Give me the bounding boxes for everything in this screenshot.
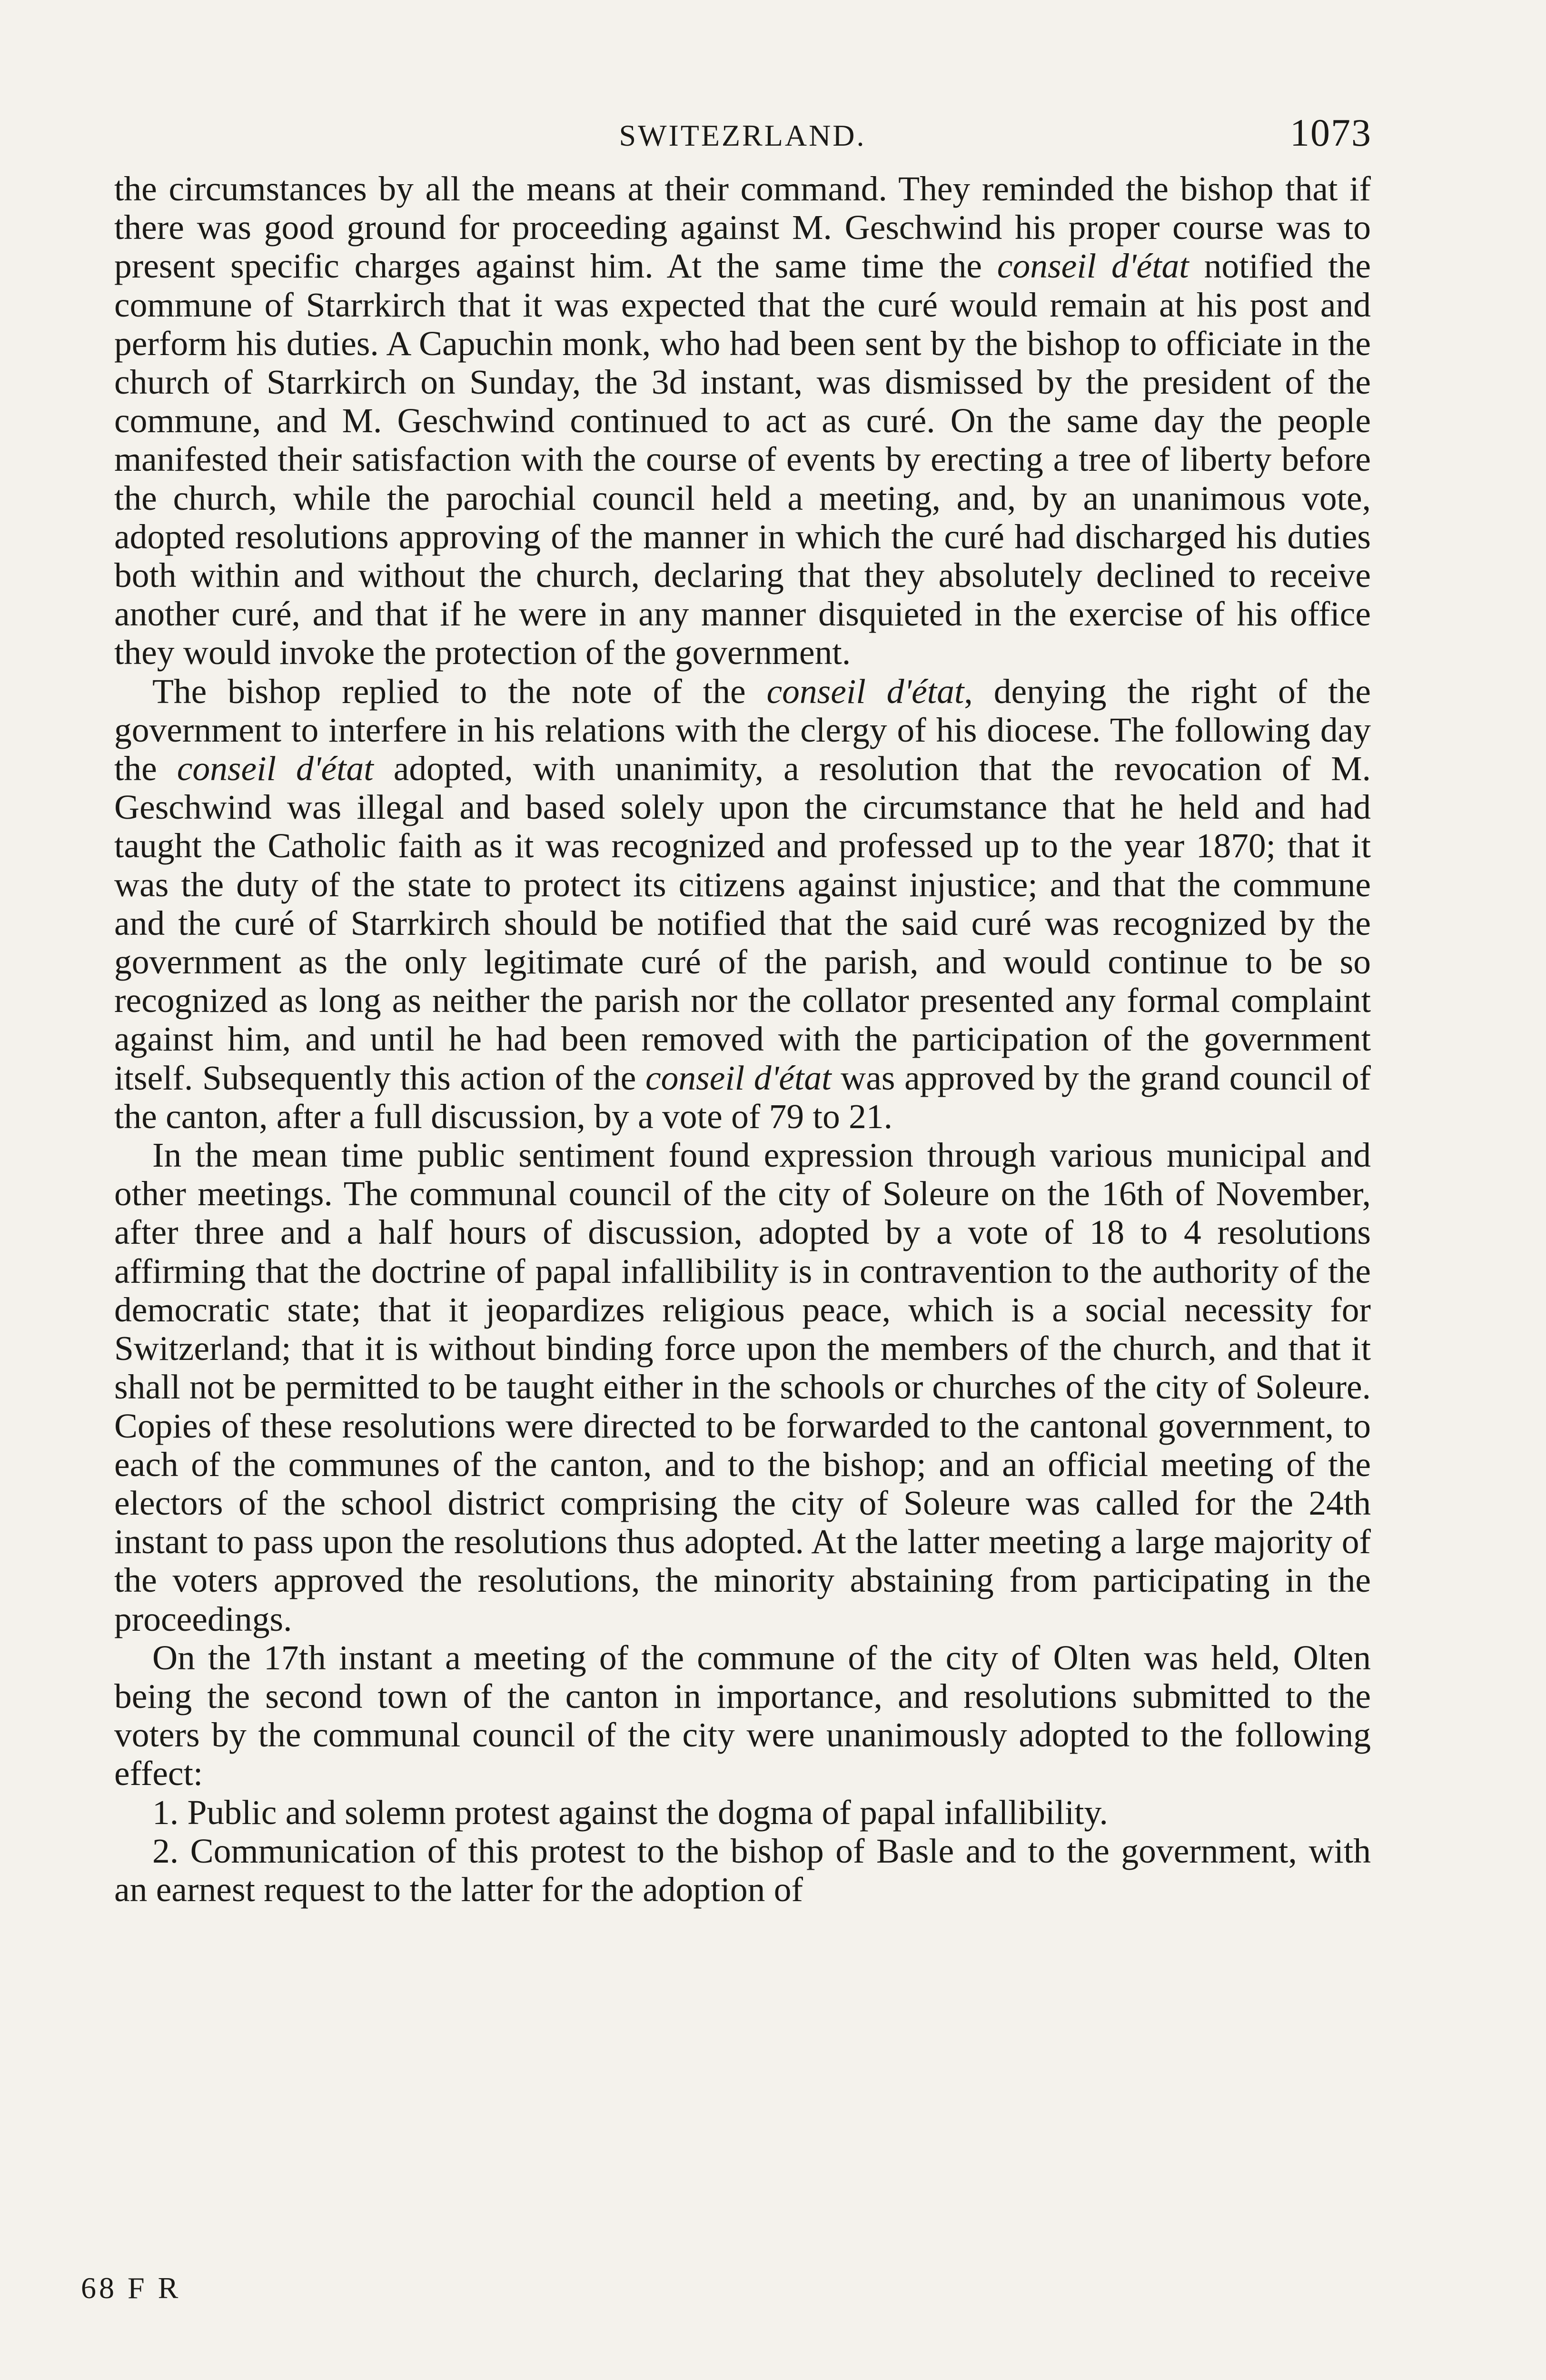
italic-term: conseil d'état [645,1058,832,1097]
text-run: was approved by the grand council of the canton, after a full discussion, by a vote of 79 to 21. [114,1058,1371,1136]
document-page [114,109,1371,2380]
text-run: On the 17th instant a meeting of the commune of the city of Olten was held, Olten being the second town of the canton in importance, and resolutions submitted to the voters by the communal council of the city were unanimously adopted to the following effect: [114,1638,1371,1793]
text-run: 1. Public and solemn protest against the dogma of papal infallibility. [152,1793,1108,1832]
text-run: notified the commune of Starrkirch that it was expected that the curé would remain at his post and perform his duties. A Capuchin monk, who had been sent by the bishop to officiate in the church of Starrkirch on Sunday, the 3d instant, was dismissed by the president of the commune, and M. Geschwind continued to act as curé. On the same day the people manifested their satisfaction with the course of events by erecting a tree of liberty before the church, while the parochial council held a meeting, and, by an unanimous vote, adopted resolutions approving of the manner in which the curé had discharged his duties both within and without the church, declaring that they absolutely declined to receive another curé, and that if he were in any manner disquieted in the exercise of his office they would invoke the protection of the government. [114,247,1371,672]
text-run: In the mean time public sentiment found expression through various municipal and other meetings. The communal council of the city of Soleure on the 16th of November, after three and a half hours of discussion, adopted by a vote of 18 to 4 resolutions affirming that the doctrine of papal infallibility is in contravention to the authority of the democratic state; that it jeopardizes religious peace, which is a social necessity for Switzerland; that it is without binding force upon the members of the church, and that it shall not be permitted to be taught either in the schools or churches of the city of Soleure. Copies of these resolutions were directed to be forwarded to the cantonal government, to each of the communes of the canton, and to the bishop; and an official meeting of the electors of the school district comprising the city of Soleure was called for the 24th instant to pass upon the resolutions thus adopted. At the latter meeting a large majority of the voters approved the resolutions, the minority abstaining from participating in the proceedings. [114,1136,1371,1638]
body-text [114,169,1371,1909]
text-run: The bishop replied to the note of the [152,672,767,711]
page-number: 1073 [1290,111,1372,154]
text-run: , denying the right of the government to interfere in his relations with the clergy of his diocese. The following day the [114,672,1371,788]
italic-term: conseil d'état [766,672,964,711]
paragraph [114,1638,1371,1793]
paragraph [114,169,1371,672]
paragraph [114,1793,1371,1832]
paragraph [114,1136,1371,1638]
running-title: SWITEZRLAND. [619,119,866,152]
signature-mark: 68 F R [81,2271,181,2305]
text-run: the circumstances by all the means at their command. They reminded the bishop that if there was good ground for proceeding against M. Geschwind his proper course was to present specific charges against him. At the same time the [114,169,1371,286]
paragraph [114,672,1371,1136]
italic-term: conseil d'état [177,749,374,788]
text-run: 2. Communication of this protest to the bishop of Basle and to the government, with an earnest request to the latter for the adoption of [114,1831,1371,1909]
paragraph [114,1832,1371,1909]
italic-term: conseil d'état [997,247,1189,286]
running-head [114,109,1371,167]
text-run: adopted, with unanimity, a resolution that the revocation of M. Geschwind was illegal and based solely upon the circumstance that he held and had taught the Catholic faith as it was recognized and professed up to the year 1870; that it was the duty of the state to protect its citizens against injustice; and that the commune and the curé of Starrkirch should be notified that the said curé was recognized by the government as the only legitimate curé of the parish, and would continue to be so recognized as long as neither the parish nor the collator presented any formal complaint against him, and until he had been removed with the participation of the government itself. Subsequently this action of the [114,749,1371,1097]
